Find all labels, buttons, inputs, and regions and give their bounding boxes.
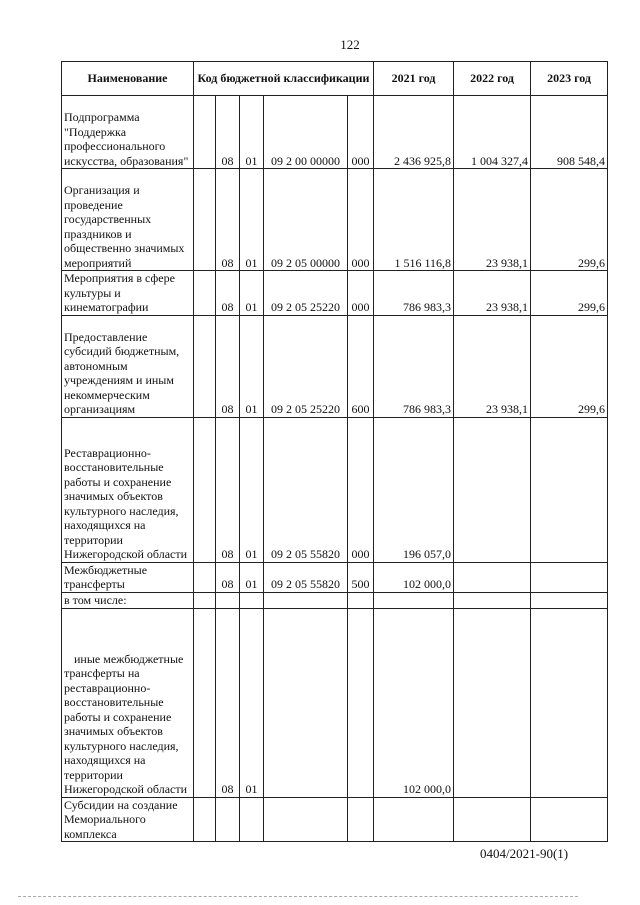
code-section: 08 (216, 96, 240, 169)
code-expense-type (348, 592, 374, 608)
code-part-1 (194, 271, 216, 316)
code-part-1 (194, 562, 216, 592)
row-name: иные межбюджетные трансферты на реставрационно-восстановительные работы и сохранение значимых объектов культурного наследия, находящихся на территории Нижегородской области (62, 608, 194, 797)
code-subsection: 01 (240, 271, 264, 316)
code-expense-type: 500 (348, 562, 374, 592)
code-subsection: 01 (240, 96, 264, 169)
col-header-2022: 2022 год (454, 62, 531, 96)
table-row (62, 315, 608, 417)
value-2023 (531, 797, 608, 842)
row-name: Реставрационно-восстановительные работы и сохранение значимых объектов культурного наследия, находящихся на территории Нижегородской области (62, 417, 194, 562)
row-name: Предоставление субсидий бюджетным, автономным учреждениям и иным некоммерческим организациям (62, 315, 194, 417)
code-subsection: 01 (240, 608, 264, 797)
row-name: Организация и проведение государственных праздников и общественно значимых мероприятий (62, 169, 194, 271)
row-name: в том числе: (62, 592, 194, 608)
code-part-1 (194, 797, 216, 842)
value-2023 (531, 592, 608, 608)
value-2023: 299,6 (531, 315, 608, 417)
col-header-2021: 2021 год (374, 62, 454, 96)
table-row (62, 608, 608, 797)
code-section: 08 (216, 608, 240, 797)
code-expense-type (348, 797, 374, 842)
document-code: 0404/2021-90(1) (480, 846, 569, 861)
code-target-item: 09 2 05 25220 (264, 315, 348, 417)
code-subsection (240, 797, 264, 842)
code-target-item (264, 797, 348, 842)
code-subsection (240, 592, 264, 608)
code-subsection: 01 (240, 315, 264, 417)
value-2022 (454, 592, 531, 608)
value-2021: 196 057,0 (374, 417, 454, 562)
row-name: Подпрограмма "Поддержка профессионального искусства, образования" (62, 96, 194, 169)
code-expense-type: 000 (348, 96, 374, 169)
table-row (62, 417, 608, 562)
page-number: 122 (340, 37, 360, 52)
row-name: Мероприятия в сфере культуры и кинематографии (62, 271, 194, 316)
value-2022 (454, 797, 531, 842)
value-2021 (374, 797, 454, 842)
code-section: 08 (216, 417, 240, 562)
code-target-item: 09 2 05 55820 (264, 417, 348, 562)
value-2021: 786 983,3 (374, 315, 454, 417)
code-expense-type: 000 (348, 169, 374, 271)
table-row (62, 592, 608, 608)
code-target-item: 09 2 05 00000 (264, 169, 348, 271)
value-2022: 1 004 327,4 (454, 96, 531, 169)
value-2023 (531, 417, 608, 562)
value-2022 (454, 562, 531, 592)
value-2023 (531, 608, 608, 797)
code-section: 08 (216, 315, 240, 417)
code-target-item: 09 2 00 00000 (264, 96, 348, 169)
value-2021: 102 000,0 (374, 608, 454, 797)
value-2023: 908 548,4 (531, 96, 608, 169)
code-section (216, 797, 240, 842)
value-2022: 23 938,1 (454, 169, 531, 271)
table-row (62, 96, 608, 169)
table-row (62, 271, 608, 316)
code-subsection: 01 (240, 169, 264, 271)
code-part-1 (194, 315, 216, 417)
code-section: 08 (216, 271, 240, 316)
col-header-name: Наименование (62, 62, 194, 96)
value-2021: 1 516 116,8 (374, 169, 454, 271)
table-row (62, 797, 608, 842)
table-row (62, 562, 608, 592)
header-row (62, 62, 608, 96)
code-subsection: 01 (240, 562, 264, 592)
code-part-1 (194, 608, 216, 797)
value-2021: 2 436 925,8 (374, 96, 454, 169)
value-2022: 23 938,1 (454, 271, 531, 316)
code-target-item: 09 2 05 55820 (264, 562, 348, 592)
code-target-item: 09 2 05 25220 (264, 271, 348, 316)
code-part-1 (194, 417, 216, 562)
value-2022 (454, 417, 531, 562)
col-header-code: Код бюджетной классификации (194, 62, 374, 96)
value-2021: 102 000,0 (374, 562, 454, 592)
code-expense-type: 600 (348, 315, 374, 417)
code-section: 08 (216, 169, 240, 271)
value-2021 (374, 592, 454, 608)
table-row (62, 169, 608, 271)
code-expense-type: 000 (348, 271, 374, 316)
budget-table (61, 61, 608, 842)
value-2022: 23 938,1 (454, 315, 531, 417)
value-2023 (531, 562, 608, 592)
code-expense-type: 000 (348, 417, 374, 562)
code-target-item (264, 592, 348, 608)
code-part-1 (194, 592, 216, 608)
code-target-item (264, 608, 348, 797)
value-2023: 299,6 (531, 271, 608, 316)
code-subsection: 01 (240, 417, 264, 562)
code-section: 08 (216, 562, 240, 592)
row-name: Субсидии на создание Мемориального комплекса (62, 797, 194, 842)
value-2023: 299,6 (531, 169, 608, 271)
code-expense-type (348, 608, 374, 797)
value-2021: 786 983,3 (374, 271, 454, 316)
code-section (216, 592, 240, 608)
row-name: Межбюджетные трансферты (62, 562, 194, 592)
code-part-1 (194, 96, 216, 169)
code-part-1 (194, 169, 216, 271)
value-2022 (454, 608, 531, 797)
footer-rule (18, 896, 578, 897)
col-header-2023: 2023 год (531, 62, 608, 96)
